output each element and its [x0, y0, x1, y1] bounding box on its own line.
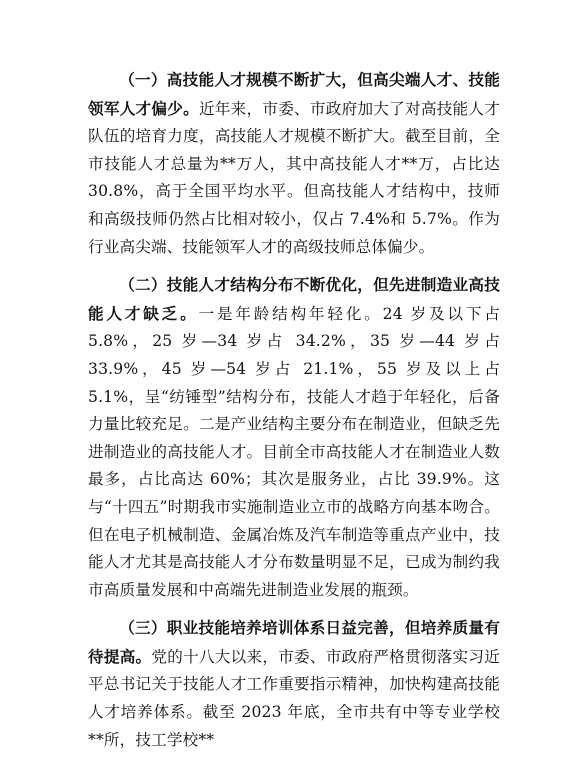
- section-2-heading: （二）技能人才结构分布不断优化，但先进制造业高技能人才缺乏。: [88, 275, 500, 323]
- section-1-paragraph: [88, 66, 500, 261]
- section-3-heading: （三）职业技能培养培训体系日益完善，但培养质量有待提高。: [88, 618, 500, 666]
- section-2-text: 一是年龄结构年轻化。24 岁及以下占 5.8%，25 岁—34 岁占 34.2%，35 岁—44 岁占 33.9%，45 岁—54 岁占 21.1%，55 岁及以上占 5.1%，呈“纺锤型”结构分布，技能人才趋于年轻化，后备力量比较充足。二是产业结构主要分布在制造业，但缺乏先进制造业的高技能人才。目前全市高技能人才在制造业人数最多，占比高达 60%；其次是服务业，占比 39.9%。这与“十四五”时期我市实施制造业立市的战略方向基本吻合。但在电子机械制造、金属冶炼及汽车制造等重点产业中，技能人才尤其是高技能人才分布数量明显不足，已成为制约我市高质量发展和中高端先进制造业发展的瓶颈。: [88, 304, 500, 599]
- section-2-paragraph: [88, 271, 500, 604]
- section-1-text: 近年来，市委、市政府加大了对高技能人才队伍的培育力度，高技能人才规模不断扩大。截至目前，全市技能人才总量为**万人，其中高技能人才**万，占比达 30.8%，高于全国平均水平。但高技能人才结构中，技师和高级技师仍然占比相对较小，仅占 7.4%和 5.7%。作为行业高尖端、技能领军人才的高级技师总体偏少。: [88, 99, 500, 256]
- section-3-paragraph: [88, 614, 500, 754]
- section-1-heading: （一）高技能人才规模不断扩大，但高尖端人才、技能领军人才偏少。: [88, 70, 500, 118]
- section-3-text: 党的十八大以来，市委、市政府严格贯彻落实习近平总书记关于技能人才工作重要指示精神，加快构建高技能人才培养体系。截至 2023 年底，全市共有中等专业学校**所，技工学校**: [88, 647, 500, 749]
- document-body: [88, 66, 500, 764]
